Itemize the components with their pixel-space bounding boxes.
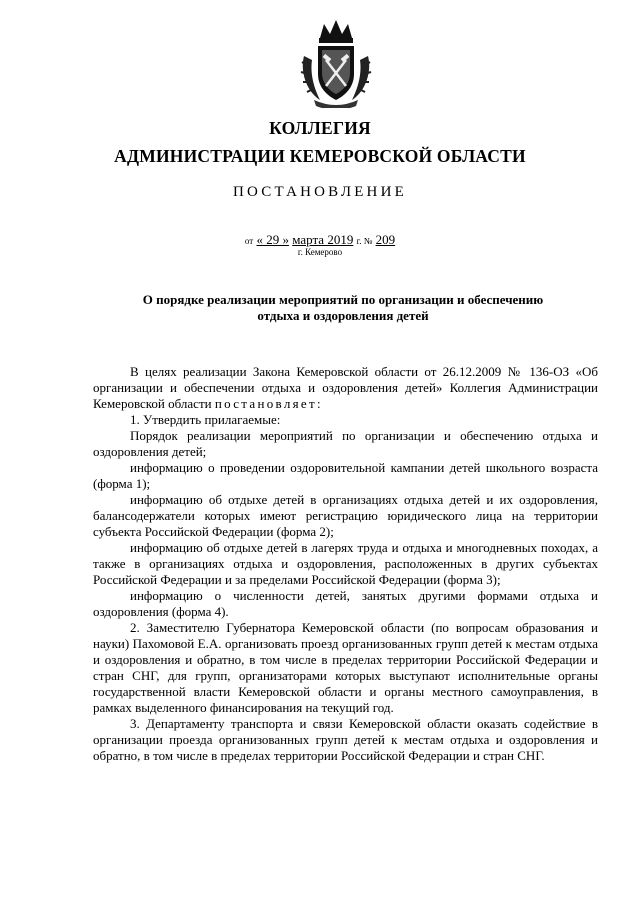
paragraph-form-4: информацию о численности детей, занятых другими формами отдыха и оздоровления (форма 4).	[93, 588, 598, 619]
document-number: 209	[375, 232, 396, 247]
date-prefix: от	[244, 236, 254, 246]
date-day: « 29 »	[256, 232, 289, 247]
document-type: ПОСТАНОВЛЕНИЕ	[233, 184, 407, 200]
paragraph-preamble	[93, 364, 598, 412]
preamble-resolves: постановляет:	[214, 396, 323, 411]
document-body	[93, 364, 598, 764]
title-line2: отдыха и оздоровления детей	[257, 308, 429, 323]
paragraph-item-1: 1. Утвердить прилагаемые:	[130, 412, 281, 427]
preamble-text: В целях реализации Закона Кемеровской области от 26.12.2009 № 136-ОЗ «Об организации и обеспечении отдыха и оздоровления детей» Коллегия Администрации Кемеровской области	[93, 364, 598, 411]
paragraph-form-1: информацию о проведении оздоровительной кампании детей школьного возраста (форма 1);	[93, 460, 598, 491]
organization-name-line2: АДМИНИСТРАЦИИ КЕМЕРОВСКОЙ ОБЛАСТИ	[114, 146, 526, 166]
document-title	[80, 292, 606, 324]
coat-of-arms-icon	[296, 16, 376, 108]
title-line1: О порядке реализации мероприятий по организации и обеспечению	[142, 292, 544, 307]
date-line	[0, 232, 640, 248]
organization-name-line1: КОЛЛЕГИЯ	[269, 118, 371, 138]
paragraph-item-2: 2. Заместителю Губернатора Кемеровской области (по вопросам образования и науки) Пахомовой Е.А. организовать проезд организованных групп детей к местам отдыха и оздоровления и обратно, в том числе в пределах территории Российской Федерации и стран СНГ, для групп, организаторами которых выступают исполнительные органы государственной власти Кемеровской области и органы местного самоуправления, в рамках выделенного финансирования на текущий год.	[93, 620, 598, 715]
paragraph-procedure: Порядок реализации мероприятий по организации и обеспечению отдыха и оздоровления детей;	[93, 428, 598, 459]
paragraph-form-2: информацию об отдыхе детей в организациях отдыха детей и их оздоровления, балансодержатели которых имеют регистрацию юридического лица на территории субъекта Российской Федерации (форма 2);	[93, 492, 598, 539]
paragraph-item-3: 3. Департаменту транспорта и связи Кемеровской области оказать содействие в организации проезда организованных групп детей к местам отдыха и оздоровления и обратно, в том числе в пределах территории Российской Федерации и стран СНГ.	[93, 716, 598, 763]
city: г. Кемерово	[297, 247, 343, 257]
date-month-year: марта 2019	[292, 232, 354, 247]
paragraph-form-3: информацию об отдыхе детей в лагерях труда и отдыха и многодневных походах, а также в организациях отдыха и оздоровления, расположенных в других субъектах Российской Федерации и за пределами Российской Федерации (форма 3);	[93, 540, 598, 587]
date-suffix: г. №	[356, 236, 373, 246]
